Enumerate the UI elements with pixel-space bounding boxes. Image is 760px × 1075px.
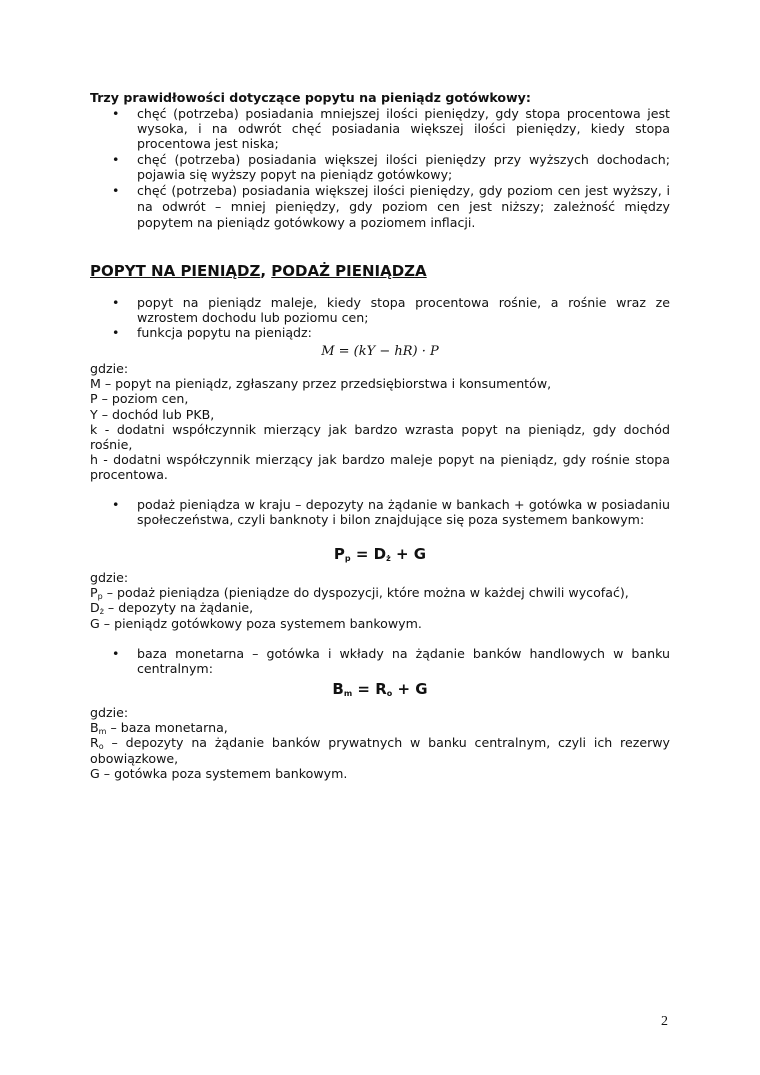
definition: P – poziom cen, — [90, 391, 189, 407]
list-item — [90, 325, 670, 340]
definition — [90, 585, 670, 600]
def-subscript: m — [98, 727, 107, 737]
formula-subscript: p — [344, 554, 351, 563]
bullet-icon: • — [112, 646, 120, 661]
section-heading — [90, 262, 670, 280]
bullet-icon: • — [112, 106, 120, 121]
list-item-text: chęć (potrzeba) posiadania mniejszej ilości pieniędzy, gdy stopa procentowa jest wysoka, i na odwrót chęć posiadania większej ilości pieniędzy, kiedy stopa procentowa jest niska; — [137, 106, 670, 152]
formula-rest: + G — [392, 680, 428, 698]
def-symbol: G — [90, 615, 100, 631]
definition: k - dodatni współczynnik mierzący jak bardzo wzrasta popyt na pieniądz, gdy dochód rośnie, — [90, 421, 670, 453]
section-title: Trzy prawidłowości dotyczące popytu na pieniądz gotówkowy: — [90, 90, 531, 105]
def-text: – pieniądz gotówkowy poza systemem bankowym. — [99, 615, 422, 631]
def-symbol: P — [90, 585, 98, 601]
definition — [90, 616, 670, 631]
where-label: gdzie: — [90, 570, 129, 585]
bullet-icon: • — [112, 151, 120, 167]
list-item — [90, 646, 670, 676]
bullet-icon: • — [112, 183, 120, 199]
list-item — [90, 152, 670, 182]
definition: Y – dochód lub PKB, — [90, 406, 215, 422]
definition: h - dodatni współczynnik mierzący jak bardzo maleje popyt na pieniądz, gdy rośnie stopa procentowa. — [90, 452, 670, 483]
formula-symbol: P — [333, 545, 345, 563]
list-item — [90, 183, 670, 230]
list-item-text: funkcja popytu na pieniądz: — [137, 325, 312, 341]
def-text: – baza monetarna, — [106, 720, 228, 736]
formula-subscript: ż — [386, 554, 391, 563]
def-symbol: D — [90, 600, 100, 616]
list-item-text: popyt na pieniądz maleje, kiedy stopa procentowa rośnie, a rośnie wraz ze wzrostem dochodu lub poziomu cen; — [137, 295, 670, 326]
demand-list — [90, 295, 670, 341]
definition — [90, 600, 670, 615]
formula-subscript: o — [386, 689, 393, 698]
formula-symbol: B — [332, 680, 344, 698]
list-item-text: chęć (potrzeba) posiadania większej ilości pieniędzy przy wyższych dochodach; pojawia się wyższy popyt na pieniądz gotówkowy; — [137, 151, 670, 182]
bullet-icon: • — [112, 295, 120, 310]
def-symbol: B — [90, 720, 99, 736]
where-label: gdzie: — [90, 361, 129, 376]
def-text: – podaż pieniądza (pieniądze do dyspozycji, które można w każdej chwili wycofać), — [102, 585, 629, 601]
list-item — [90, 497, 670, 527]
supply-formula — [90, 547, 670, 562]
list-item-text: podaż pieniądza w kraju – depozyty na żądanie w bankach + gotówka w posiadaniu społeczeństwa, czyli banknoty i bilon znajdujące się poza systemem bankowym: — [137, 497, 670, 528]
definition — [90, 766, 670, 781]
where-label: gdzie: — [90, 705, 129, 720]
base-list — [90, 646, 670, 676]
list-item — [90, 295, 670, 325]
supply-list — [90, 497, 670, 527]
bullet-icon: • — [112, 325, 120, 341]
list-item-text: chęć (potrzeba) posiadania większej ilości pieniędzy, gdy poziom cen jest wyższy, i na odwrót – mniej pieniędzy, gdy poziom cen jest niższy; zależność między popytem na pieniądz gotówkowy a poziomem inflacji. — [137, 183, 670, 230]
def-subscript: ż — [99, 607, 104, 617]
def-text: – depozyty na żądanie banków prywatnych w banku centralnym, czyli ich rezerwy obowiązkowe, — [90, 735, 670, 766]
definition — [90, 720, 670, 735]
def-symbol: R — [90, 735, 99, 751]
base-definitions — [90, 705, 670, 781]
demand-definitions — [90, 361, 670, 483]
heading-part1: POPYT NA PIENIĄDZ — [90, 262, 261, 280]
list-item-text: baza monetarna – gotówka i wkłady na żądanie banków handlowych w banku centralnym: — [137, 646, 670, 677]
base-formula — [90, 682, 670, 697]
def-text: – depozyty na żądanie, — [103, 600, 254, 616]
formula-symbol: D — [373, 545, 387, 563]
formula-rest: + G — [390, 545, 427, 563]
list-item — [90, 106, 670, 152]
formula-eq: = — [352, 680, 376, 698]
formula-eq: = — [350, 545, 374, 563]
page-number: 2 — [661, 1014, 668, 1029]
demand-formula: M = (kY − hR) · P — [321, 344, 439, 359]
heading-part2: PODAŻ PIENIĄDZA — [271, 262, 427, 280]
heading-sep: , — [260, 262, 272, 280]
def-symbol: G — [90, 765, 100, 781]
formula-symbol: R — [375, 680, 387, 698]
def-subscript: p — [97, 592, 103, 602]
def-text: – gotówka poza systemem bankowym. — [99, 765, 348, 781]
definition — [90, 735, 670, 765]
def-subscript: o — [98, 742, 104, 752]
formula-subscript: m — [343, 689, 353, 698]
supply-definitions — [90, 570, 670, 631]
regularities-list — [90, 106, 670, 230]
definition: M – popyt na pieniądz, zgłaszany przez przedsiębiorstwa i konsumentów, — [90, 376, 552, 392]
bullet-icon: • — [112, 497, 120, 512]
